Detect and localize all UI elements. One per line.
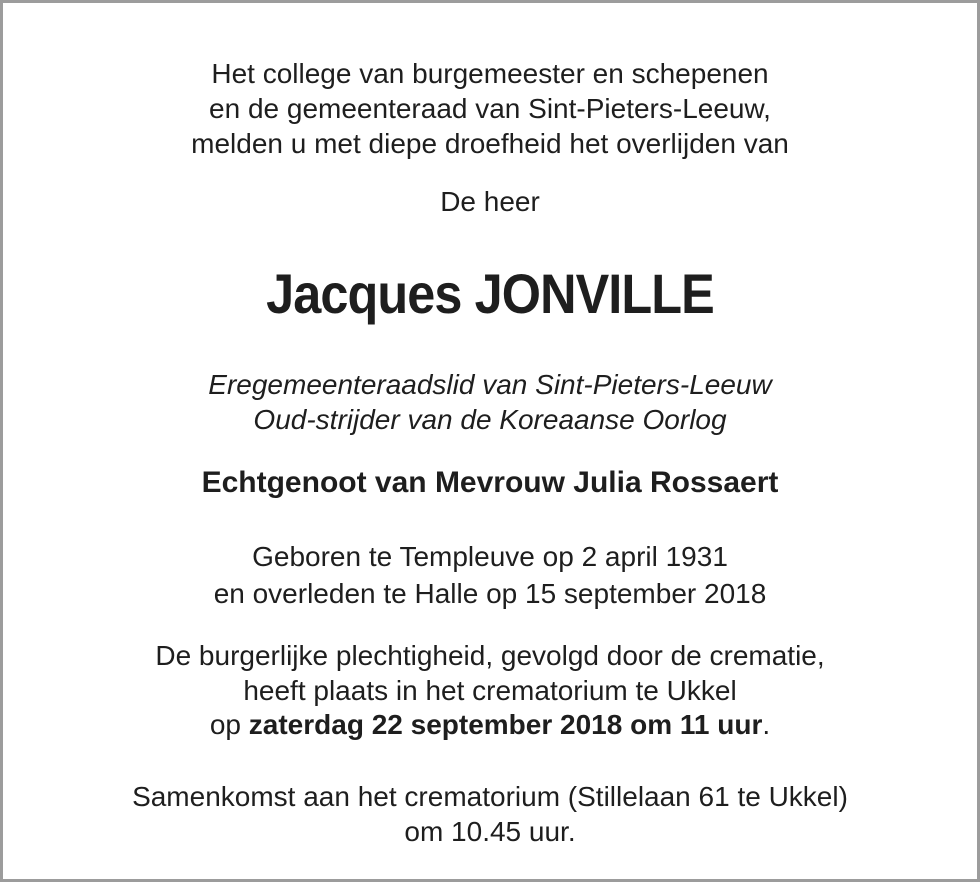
intro-line-3: melden u met diepe droefheid het overlijden van	[191, 128, 789, 159]
role-line-1: Eregemeenteraadslid van Sint-Pieters-Leeuw	[208, 369, 772, 400]
deceased-name: Jacques JONVILLE	[266, 262, 714, 325]
gathering-line-2: om 10.45 uur.	[404, 816, 576, 847]
death-line: en overleden te Halle op 15 september 2018	[213, 578, 767, 609]
ceremony-datetime: zaterdag 22 september 2018 om 11 uur	[248, 709, 763, 740]
ceremony-line-1: De burgerlijke plechtigheid, gevolgd door de crematie,	[155, 640, 825, 671]
ceremony-line-3	[3, 709, 977, 741]
birth-line: Geboren te Templeuve op 2 april 1931	[252, 541, 728, 572]
spouse-line: Echtgenoot van Mevrouw Julia Rossaert	[201, 466, 779, 499]
role-line-2: Oud-strijder van de Koreaanse Oorlog	[253, 404, 727, 435]
intro-line-1: Het college van burgemeester en schepenen	[211, 58, 769, 89]
ceremony-line-2: heeft plaats in het crematorium te Ukkel	[243, 675, 737, 706]
ceremony-prefix: op	[209, 709, 249, 740]
gathering-line-1: Samenkomst aan het crematorium (Stillelaan 61 te Ukkel)	[132, 781, 848, 812]
intro-line-2: en de gemeenteraad van Sint-Pieters-Leeuw,	[209, 93, 771, 124]
honorific: De heer	[440, 186, 540, 217]
ceremony-suffix: .	[762, 709, 771, 740]
